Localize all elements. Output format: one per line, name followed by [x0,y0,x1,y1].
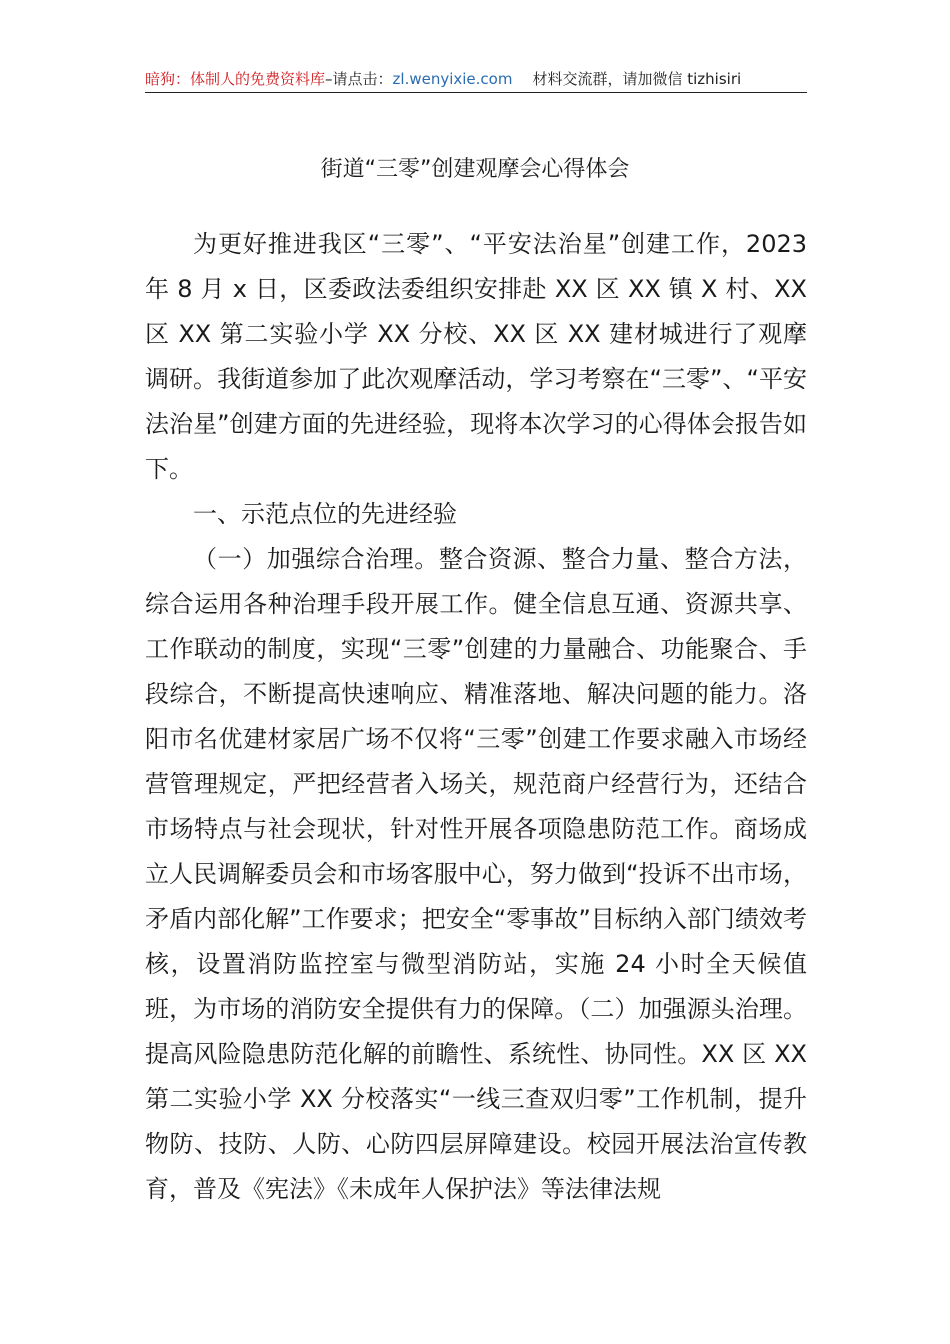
header-contact: 材料交流群，请加微信 tizhisiri [532,70,742,88]
document-body [145,222,807,1212]
document-title: 街道“三零”创建观摩会心得体会 [320,157,630,182]
header-url-link[interactable]: zl.wenyixie.com [392,70,513,88]
intro-paragraph: 为更好推进我区“三零”、“平安法治星”创建工作，2023 年 8 月 x 日，区委政法委组织安排赴 XX 区 XX 镇 X 村、XX 区 XX 第二实验小学 XX 分校、XX 区 XX 建材城进行了观摩调研。我街道参加了此次观摩活动，学习考察在“三零”、“平安法治星”创建方面的先进经验，现将本次学习的心得体会报告如下。 [145,230,807,483]
body-paragraph: （一）加强综合治理。整合资源、整合力量、整合方法，综合运用各种治理手段开展工作。健全信息互通、资源共享、工作联动的制度，实现“三零”创建的力量融合、功能聚合、手段综合，不断提高快速响应、精准落地、解决问题的能力。洛阳市名优建材家居广场不仅将“三零”创建工作要求融入市场经营管理规定，严把经营者入场关，规范商户经营行为，还结合市场特点与社会现状，针对性开展各项隐患防范工作。商场成立人民调解委员会和市场客服中心，努力做到“投诉不出市场，矛盾内部化解”工作要求；把安全“零事故”目标纳入部门绩效考核，设置消防监控室与微型消防站，实施 24 小时全天候值班，为市场的消防安全提供有力的保障。（二）加强源头治理。提高风险隐患防范化解的前瞻性、系统性、协同性。XX 区 XX 第二实验小学 XX 分校落实“一线三查双归零”工作机制，提升物防、技防、人防、心防四层屏障建设。校园开展法治宣传教育，普及《宪法》《未成年人保护法》等法律法规 [145,545,807,1203]
page-header [145,66,807,93]
header-click-prompt: –请点击： [325,70,393,88]
header-brand: 暗狗：体制人的免费资料库 [145,70,326,88]
section-heading: 一、示范点位的先进经验 [193,500,457,528]
